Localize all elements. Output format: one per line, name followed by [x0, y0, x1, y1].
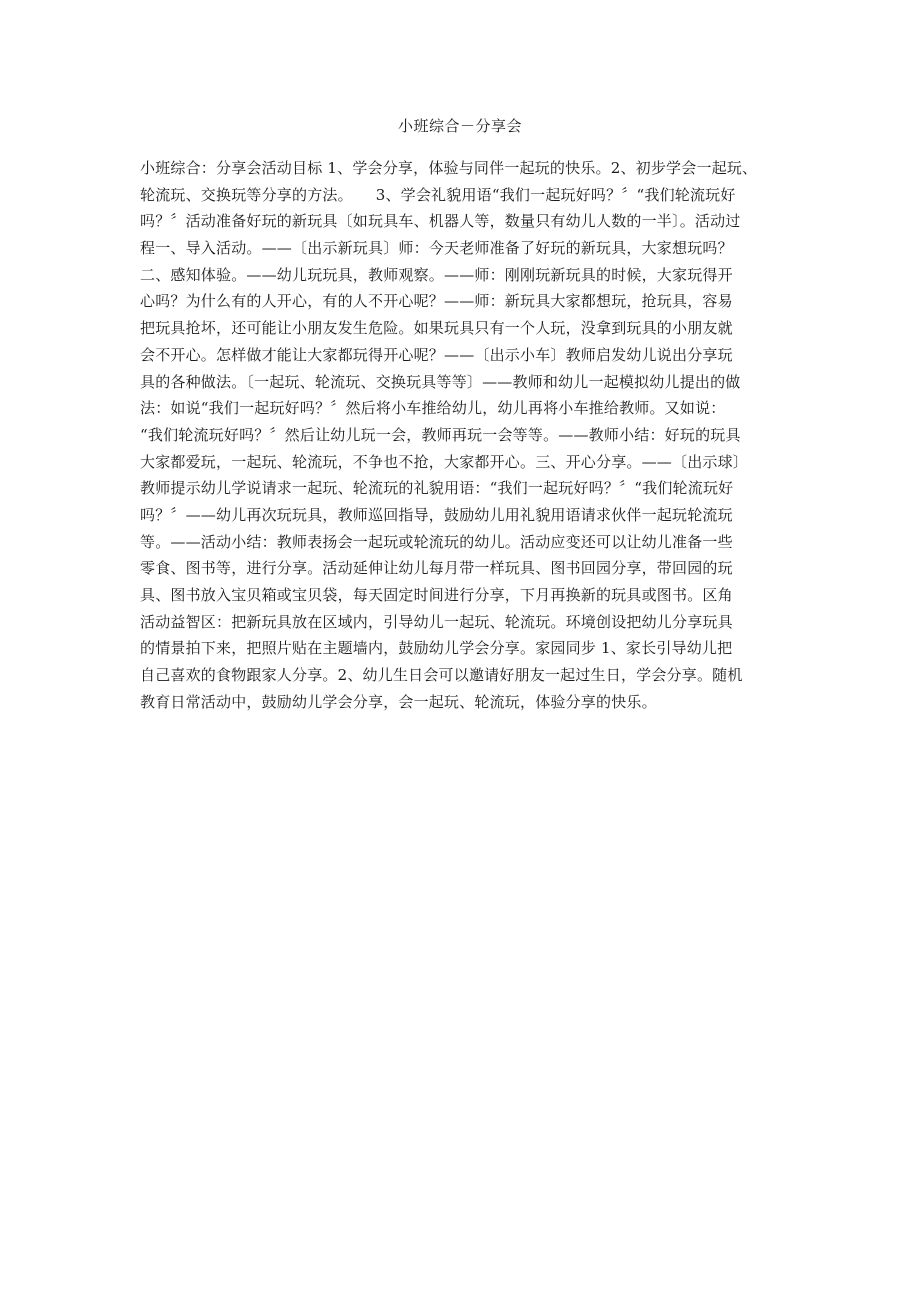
body-line: 轮流玩、交换玩等分享的方法。 3、学会礼貌用语“我们一起玩好吗？〞“我们轮流玩好 — [140, 185, 736, 204]
body-line: 的情景拍下来，把照片贴在主题墙内，鼓励幼儿学会分享。家园同步 1、家长引导幼儿把 — [140, 639, 733, 658]
body-line: 小班综合：分享会活动目标 1、学会分享，体验与同伴一起玩的快乐。2、初步学会一起玩、 — [140, 159, 758, 177]
body-line: 心吗？为什么有的人开心，有的人不开心呢？——师：新玩具大家都想玩，抢玩具，容易 — [140, 292, 733, 311]
document-body — [140, 155, 785, 715]
body-line: 零食、图书等，进行分享。活动延伸让幼儿每月带一样玩具、图书回园分享，带回园的玩 — [140, 559, 733, 578]
body-line: 教师提示幼儿学说请求一起玩、轮流玩的礼貌用语：“我们一起玩好吗？〞“我们轮流玩好 — [140, 479, 734, 498]
body-line: 二、感知体验。——幼儿玩玩具，教师观察。——师：刚刚玩新玩具的时候，大家玩得开 — [140, 265, 733, 284]
body-line: 程一、导入活动。——〔出示新玩具〕师：今天老师准备了好玩的新玩具，大家想玩吗？ — [140, 239, 733, 258]
body-line: 吗？〞活动准备好玩的新玩具〔如玩具车、机器人等，数量只有幼儿人数的一半〕。活动过 — [140, 212, 741, 231]
body-line: 吗？〞——幼儿再次玩玩具，教师巡回指导，鼓励幼儿用礼貌用语请求伙伴一起玩轮流玩 — [140, 505, 733, 524]
body-line: 法：如说“我们一起玩好吗？〞然后将小车推给幼儿，幼儿再将小车推给教师。又如说： — [140, 399, 726, 418]
body-line: 会不开心。怎样做才能让大家都玩得开心呢？——〔出示小车〕教师启发幼儿说出分享玩 — [140, 345, 733, 364]
body-line: 具的各种做法。〔一起玩、轮流玩、交换玩具等等〕——教师和幼儿一起模拟幼儿提出的做 — [140, 372, 741, 391]
body-line: 活动益智区：把新玩具放在区域内，引导幼儿一起玩、轮流玩。环境创设把幼儿分享玩具 — [140, 612, 733, 631]
body-line: “我们轮流玩好吗？〞然后让幼儿玩一会，教师再玩一会等等。——教师小结：好玩的玩具 — [140, 425, 741, 444]
body-line: 自己喜欢的食物跟家人分享。2、幼儿生日会可以邀请好朋友一起过生日，学会分享。随机 — [140, 666, 743, 685]
body-line: 把玩具抢坏，还可能让小朋友发生危险。如果玩具只有一个人玩，没拿到玩具的小朋友就 — [140, 319, 733, 338]
body-line: 具、图书放入宝贝箱或宝贝袋，每天固定时间进行分享，下月再换新的玩具或图书。区角 — [140, 586, 733, 604]
body-line: 大家都爱玩，一起玩、轮流玩，不争也不抢，大家都开心。三、开心分享。——〔出示球〕 — [140, 452, 749, 471]
document-title: 小班综合－分享会 — [397, 117, 522, 135]
body-line: 教育日常活动中，鼓励幼儿学会分享，会一起玩、轮流玩，体验分享的快乐。 — [140, 692, 657, 711]
body-line: 等。——活动小结：教师表扬会一起玩或轮流玩的幼儿。活动应变还可以让幼儿准备一些 — [140, 532, 733, 551]
